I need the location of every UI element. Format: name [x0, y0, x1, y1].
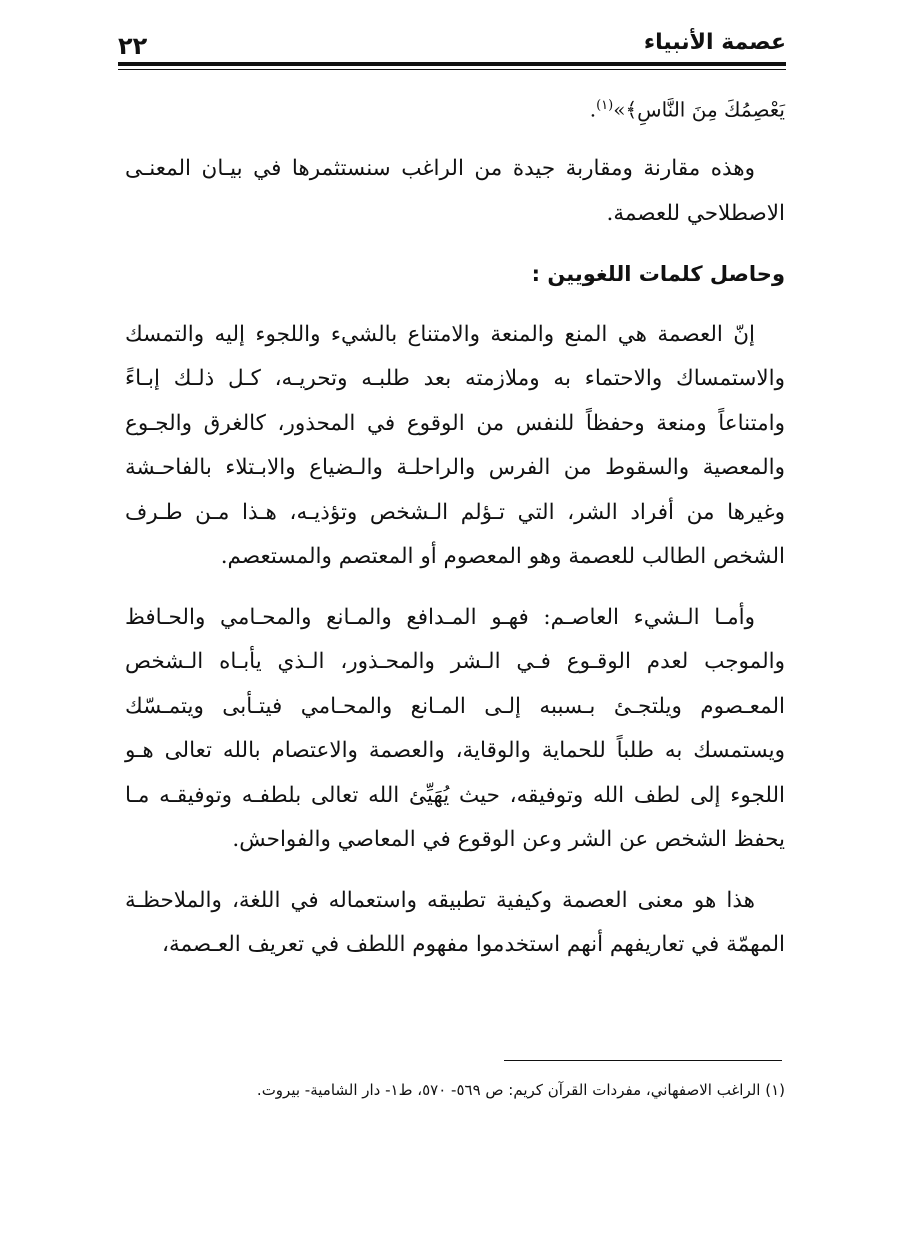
- paragraph-2: إنّ العصمة هي المنع والمنعة والامتناع بالشيء واللجوء إليه والتمسك والاستمساك والاحتماء به وملازمته بعد طلبـه وتحريـه، كـل ذلـك إبـاءً وامتناعاً ومنعة وحفظاً للنفس من الوقوع في المحذور، كالغرق والجـوع والمعصية والسقوط من الفرس والراحلـة والـضياع والابـتلاء بالفاحـشة وغيرها من أفراد الشر، التي تـؤلم الـشخص وتؤذيـه، هـذا مـن طـرف الشخص الطالب للعصمة وهو المعصوم أو المعتصم والمستعصم.: [125, 321, 785, 570]
- footnote: (١) الراغب الاصفهاني، مفردات القرآن كريم: ص ٥٦٩- ٥٧٠، ط١- دار الشامية- بيروت.: [256, 1081, 785, 1099]
- quote-text: يَعْصِمُكَ مِنَ النَّاسِ﴾»: [613, 97, 785, 122]
- paragraph-4: هذا هو معنى العصمة وكيفية تطبيقه واستعماله في اللغة، والملاحظـة المهمّة في تعاريفهم أنهم استخدموا مفهوم اللطف في تعريف العـصمة،: [125, 887, 785, 958]
- header-rule-thin: [118, 69, 786, 70]
- paragraph-1: وهذه مقارنة ومقاربة جيدة من الراغب سنستثمرها في بيـان المعنـى الاصطلاحي للعصمة.: [125, 156, 785, 226]
- footnote-marker: (١): [596, 98, 614, 113]
- quote-end: .: [589, 97, 597, 122]
- header-rule: [118, 62, 786, 66]
- footnote-separator: [504, 1060, 782, 1061]
- page-header: [118, 30, 786, 64]
- section-heading: وحاصل كلمات اللغويين :: [531, 262, 785, 287]
- page-number: ٢٢: [118, 32, 148, 60]
- main-text: [125, 84, 785, 984]
- paragraph-3: وأمـا الـشيء العاصـم: فهـو المـدافع والمـانع والمحـامي والحـافظ والموجب لعدم الوقـوع فـي الـشر والمحـذور، الـذي يأبـاه الـشخص المعـصوم ويلتجـئ بـسببه إلـى المـانع والمحـامي فيتـأبى ويتمـسّك ويستمسك به طلباً للحماية والوقاية، والعصمة والاعتصام بالله تعالى هـو اللجوء إلى لطف الله وتوفيقه، حيث يُهَيِّئ الله تعالى بلطفـه وتوفيقـه مـا يحفظ الشخص عن الشر وعن الوقوع في المعاصي والفواحش.: [125, 604, 785, 853]
- quran-quote-line: [125, 84, 785, 132]
- running-title: عصمة الأنبياء: [643, 30, 786, 55]
